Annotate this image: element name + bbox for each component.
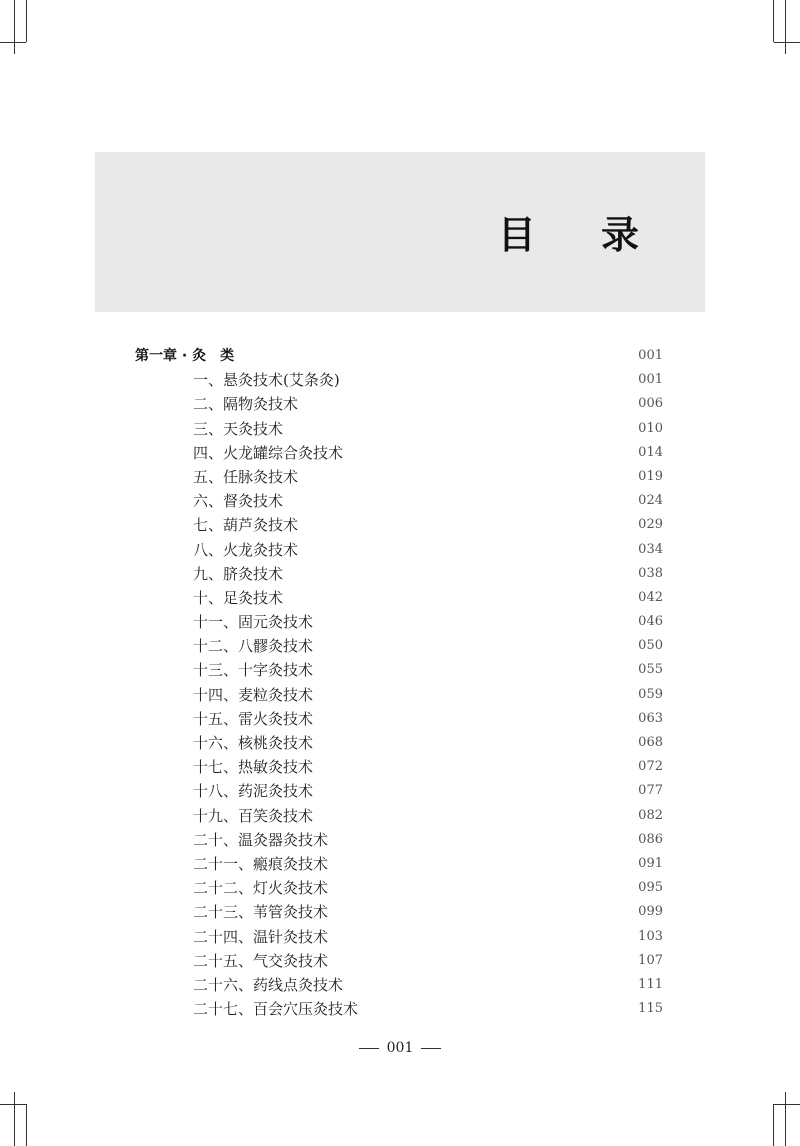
entry-title: 二十四、温针灸技术 — [193, 927, 329, 946]
entry-title: 十八、药泥灸技术 — [193, 782, 314, 801]
page-number: 063 — [638, 710, 663, 726]
entry-title: 五、任脉灸技术 — [193, 467, 299, 486]
entry-title: 二十一、瘢痕灸技术 — [193, 854, 329, 873]
crop-mark — [14, 0, 15, 54]
entry-title: 十七、热敏灸技术 — [193, 758, 314, 777]
toc-entry[interactable] — [0, 610, 800, 634]
page-number: 001 — [638, 372, 663, 388]
entry-title: 十二、八髎灸技术 — [193, 637, 314, 656]
toc-entry[interactable] — [0, 779, 800, 803]
toc-entries — [0, 368, 800, 1021]
toc-entry[interactable] — [0, 852, 800, 876]
toc-entry[interactable] — [0, 949, 800, 973]
footer-dash — [421, 1048, 441, 1049]
footer-page-number: 001 — [386, 1040, 414, 1056]
page-number: 050 — [638, 638, 663, 654]
toc-chapter-row[interactable] — [0, 344, 800, 368]
entry-title: 十、足灸技术 — [193, 588, 284, 607]
entry-title: 三、天灸技术 — [193, 419, 284, 438]
toc-entry[interactable] — [0, 586, 800, 610]
page-number: 019 — [638, 468, 663, 484]
page-number: 111 — [638, 976, 663, 992]
entry-title: 二十六、药线点灸技术 — [193, 975, 344, 994]
entry-title: 九、脐灸技术 — [193, 564, 284, 583]
entry-title: 二十三、苇管灸技术 — [193, 903, 329, 922]
toc-entry[interactable] — [0, 489, 800, 513]
toc-entry[interactable] — [0, 731, 800, 755]
toc-entry[interactable] — [0, 804, 800, 828]
crop-mark — [785, 0, 786, 54]
crop-mark — [774, 42, 800, 43]
toc-entry[interactable] — [0, 876, 800, 900]
page-number: 091 — [638, 855, 663, 871]
page-number: 082 — [638, 807, 663, 823]
page-number: 001 — [638, 348, 663, 363]
toc-entry[interactable] — [0, 392, 800, 416]
crop-mark — [774, 1104, 800, 1105]
crop-mark — [773, 1104, 774, 1146]
page-number: 086 — [638, 831, 663, 847]
toc-entry[interactable] — [0, 755, 800, 779]
crop-mark — [0, 1104, 26, 1105]
toc-entry[interactable] — [0, 997, 800, 1021]
toc-entry[interactable] — [0, 925, 800, 949]
toc-entry[interactable] — [0, 562, 800, 586]
entry-title: 十四、麦粒灸技术 — [193, 685, 314, 704]
toc-entry[interactable] — [0, 634, 800, 658]
toc-entry[interactable] — [0, 900, 800, 924]
toc-entry[interactable] — [0, 683, 800, 707]
page-number: 024 — [638, 493, 663, 509]
toc-entry[interactable] — [0, 538, 800, 562]
crop-mark — [773, 0, 774, 42]
entry-title: 四、火龙罐综合灸技术 — [193, 443, 344, 462]
page-number: 014 — [638, 444, 663, 460]
toc-entry[interactable] — [0, 368, 800, 392]
page-number: 046 — [638, 614, 663, 630]
page-number: 059 — [638, 686, 663, 702]
footer-dash — [359, 1048, 379, 1049]
toc-entry[interactable] — [0, 658, 800, 682]
crop-mark — [14, 1092, 15, 1146]
page-number: 115 — [638, 1001, 663, 1017]
toc-entry[interactable] — [0, 441, 800, 465]
crop-mark — [26, 0, 27, 42]
page-title: 目 录 — [497, 213, 665, 257]
toc-entry[interactable] — [0, 973, 800, 997]
page-number: 010 — [638, 420, 663, 436]
entry-title: 二十、温灸器灸技术 — [193, 830, 329, 849]
entry-title: 二十七、百会穴压灸技术 — [193, 1000, 359, 1019]
entry-title: 七、葫芦灸技术 — [193, 516, 299, 535]
page-number: 107 — [638, 952, 663, 968]
entry-title: 六、督灸技术 — [193, 492, 284, 511]
crop-mark — [0, 42, 26, 43]
page-footer — [0, 1040, 800, 1056]
title-band — [95, 152, 705, 312]
page-number: 042 — [638, 589, 663, 605]
entry-title: 十六、核桃灸技术 — [193, 734, 314, 752]
page-number: 006 — [638, 396, 663, 412]
entry-title: 二十二、灯火灸技术 — [193, 879, 329, 898]
entry-title: 二、隔物灸技术 — [193, 395, 299, 414]
page-number: 103 — [638, 928, 663, 944]
page-number: 095 — [638, 880, 663, 896]
page-number: 068 — [638, 735, 663, 750]
crop-mark — [785, 1092, 786, 1146]
toc-entry[interactable] — [0, 513, 800, 537]
crop-mark — [26, 1104, 27, 1146]
page-number: 029 — [638, 517, 663, 533]
toc-entry[interactable] — [0, 707, 800, 731]
page-number: 072 — [638, 759, 663, 775]
entry-title: 十五、雷火灸技术 — [193, 709, 314, 728]
toc-entry[interactable] — [0, 417, 800, 441]
entry-title: 十九、百笑灸技术 — [193, 806, 314, 825]
page-number: 055 — [638, 662, 663, 678]
entry-title: 二十五、气交灸技术 — [193, 951, 329, 970]
page-number: 099 — [638, 904, 663, 920]
table-of-contents — [0, 344, 800, 1021]
page-number: 077 — [638, 783, 663, 799]
entry-title: 十三、十字灸技术 — [193, 661, 314, 680]
chapter-title: 第一章 · 灸 类 — [135, 348, 235, 364]
page-number: 038 — [638, 565, 663, 581]
entry-title: 十一、固元灸技术 — [193, 613, 314, 632]
entry-title: 八、火龙灸技术 — [193, 540, 299, 559]
page-number: 034 — [638, 541, 663, 557]
entry-title: 一、悬灸技术(艾条灸) — [193, 371, 340, 390]
toc-entry[interactable] — [0, 828, 800, 852]
toc-entry[interactable] — [0, 465, 800, 489]
